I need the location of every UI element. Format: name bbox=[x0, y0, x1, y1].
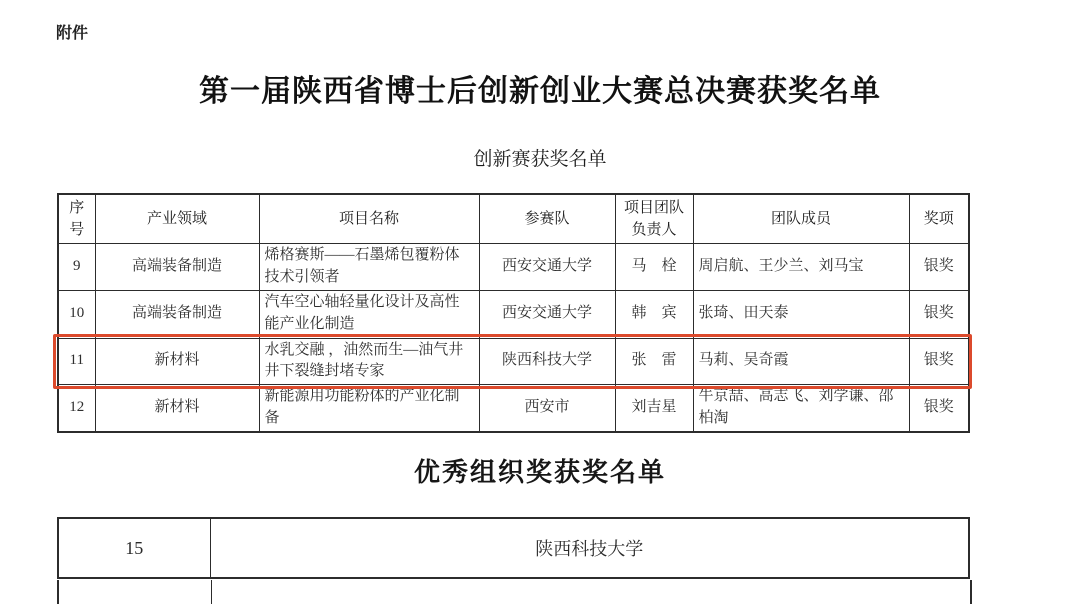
column-header-leader: 项目团队负责人 bbox=[615, 194, 693, 243]
cell-no: 11 bbox=[58, 338, 95, 385]
column-header-field: 产业领域 bbox=[95, 194, 259, 243]
organization-table-partial-row bbox=[57, 580, 972, 604]
table-row bbox=[58, 518, 969, 578]
cell-award: 银奖 bbox=[909, 290, 969, 338]
column-divider bbox=[211, 580, 212, 604]
table-row-highlighted bbox=[58, 338, 969, 385]
cell-organization-name: 陕西科技大学 bbox=[210, 518, 969, 578]
cell-project: 水乳交融 ，油然而生—油气井井下裂缝封堵专家 bbox=[259, 338, 479, 385]
cell-field: 新材料 bbox=[95, 385, 259, 432]
cell-no: 15 bbox=[58, 518, 210, 578]
table-row bbox=[58, 385, 969, 432]
column-header-project: 项目名称 bbox=[259, 194, 479, 243]
page-title: 第一届陕西省博士后创新创业大赛总决赛获奖名单 bbox=[199, 75, 881, 108]
cell-no: 10 bbox=[58, 290, 95, 338]
organization-table bbox=[57, 517, 970, 579]
cell-team: 西安交通大学 bbox=[479, 290, 615, 338]
cell-award: 银奖 bbox=[909, 338, 969, 385]
cell-project: 烯格赛斯——石墨烯包覆粉体技术引领者 bbox=[259, 243, 479, 290]
innovation-table bbox=[57, 193, 970, 433]
table-row bbox=[58, 290, 969, 338]
cell-team: 陕西科技大学 bbox=[479, 338, 615, 385]
cell-members: 牛京喆、高志飞、刘学谦、邵柏淘 bbox=[693, 385, 909, 432]
attachment-label: 附件 bbox=[56, 25, 89, 42]
cell-team: 西安市 bbox=[479, 385, 615, 432]
column-header-award: 奖项 bbox=[909, 194, 969, 243]
cell-field: 新材料 bbox=[95, 338, 259, 385]
section-title-organization: 优秀组织奖获奖名单 bbox=[413, 457, 666, 487]
header-row bbox=[58, 194, 969, 243]
cell-field: 高端装备制造 bbox=[95, 243, 259, 290]
section-title-innovation: 创新赛获奖名单 bbox=[473, 149, 607, 170]
cell-field: 高端装备制造 bbox=[95, 290, 259, 338]
cell-leader: 张 雷 bbox=[615, 338, 693, 385]
cell-no: 12 bbox=[58, 385, 95, 432]
column-header-no: 序号 bbox=[58, 194, 95, 243]
cell-leader: 刘吉星 bbox=[615, 385, 693, 432]
table-row bbox=[58, 243, 969, 290]
cell-members: 周启航、王少兰、刘马宝 bbox=[693, 243, 909, 290]
cell-members: 张琦、田天泰 bbox=[693, 290, 909, 338]
cell-award: 银奖 bbox=[909, 243, 969, 290]
cell-leader: 马 栓 bbox=[615, 243, 693, 290]
cell-no: 9 bbox=[58, 243, 95, 290]
column-header-members: 团队成员 bbox=[693, 194, 909, 243]
cell-award: 银奖 bbox=[909, 385, 969, 432]
cell-project: 新能源用功能粉体的产业化制备 bbox=[259, 385, 479, 432]
cell-leader: 韩 宾 bbox=[615, 290, 693, 338]
cell-team: 西安交通大学 bbox=[479, 243, 615, 290]
cell-members: 马莉、吴奇霞 bbox=[693, 338, 909, 385]
cell-project: 汽车空心轴轻量化设计及高性能产业化制造 bbox=[259, 290, 479, 338]
column-header-team: 参赛队 bbox=[479, 194, 615, 243]
